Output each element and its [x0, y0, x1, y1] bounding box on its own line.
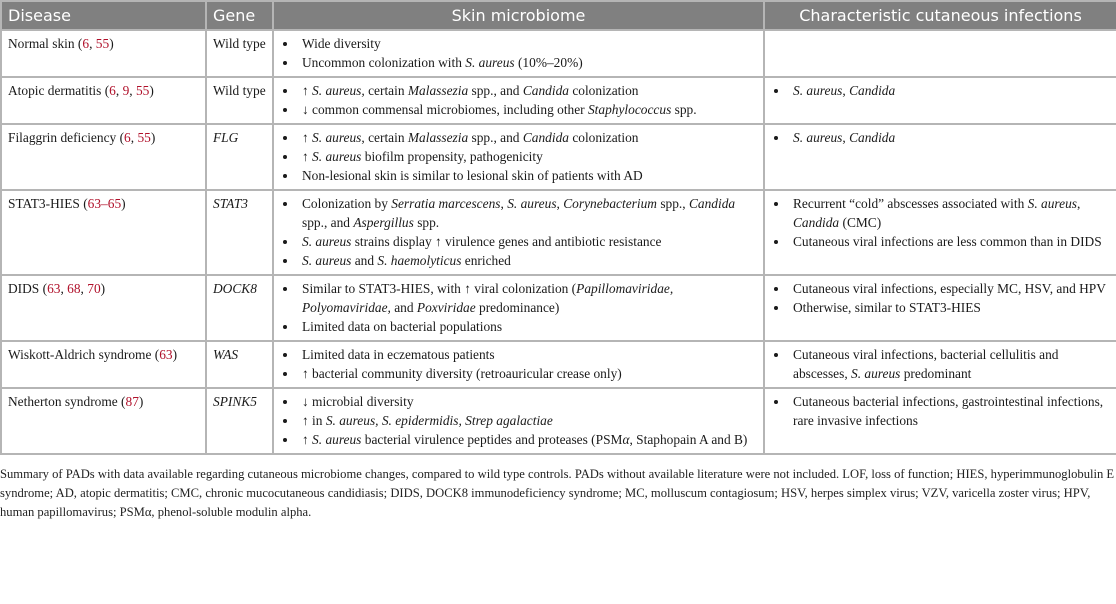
microbiome-list: [280, 34, 757, 72]
microbiome-item: • ↓ microbial diversity: [298, 392, 757, 411]
italic-text: Candida: [793, 215, 840, 230]
italic-text: Candida: [522, 83, 569, 98]
italic-text: Aspergillus: [353, 215, 414, 230]
microbiome-item: • Non-lesional skin is similar to lesional skin of patients with AD: [298, 166, 757, 185]
microbiome-item: • Uncommon colonization with S. aureus (10%–20%): [298, 53, 757, 72]
gene-cell: DOCK8: [206, 275, 273, 341]
reference-link[interactable]: 55: [137, 130, 151, 145]
microbiome-list: [280, 81, 757, 119]
infections-cell: [764, 388, 1116, 454]
infection-list: [771, 194, 1110, 251]
infection-item: • S. aureus, Candida: [789, 81, 1110, 100]
infections-cell: [764, 30, 1116, 77]
italic-text: Poxviridae: [416, 300, 476, 315]
italic-text: S. aureus: [312, 149, 362, 164]
infection-list: [771, 128, 1110, 147]
italic-text: S. aureus: [793, 83, 843, 98]
microbiome-item: • Wide diversity: [298, 34, 757, 53]
microbiome-item: • ↑ S. aureus biofilm propensity, pathogenicity: [298, 147, 757, 166]
infection-list: [771, 345, 1110, 383]
header-disease: Disease: [1, 1, 206, 30]
infections-cell: [764, 341, 1116, 388]
italic-text: Malassezia: [407, 83, 469, 98]
disease-name: Normal skin: [8, 36, 75, 51]
reference-link[interactable]: 70: [87, 281, 101, 296]
microbiome-item: • Limited data on bacterial populations: [298, 317, 757, 336]
gene-cell: SPINK5: [206, 388, 273, 454]
disease-cell: Normal skin (6, 55): [1, 30, 206, 77]
italic-text: Staphylococcus: [587, 102, 672, 117]
infection-item: • Recurrent “cold” abscesses associated with S. aureus, Candida (CMC): [789, 194, 1110, 232]
italic-text: Candida: [522, 130, 569, 145]
infections-cell: [764, 275, 1116, 341]
microbiome-list: [280, 392, 757, 449]
italic-text: S. aureus: [851, 366, 901, 381]
reference-link[interactable]: 68: [67, 281, 81, 296]
italic-text: S. aureus: [302, 234, 352, 249]
disease-cell: Filaggrin deficiency (6, 55): [1, 124, 206, 190]
italic-text: S. aureus: [1027, 196, 1077, 211]
italic-text: S. haemolyticus: [377, 253, 462, 268]
reference-link[interactable]: 6: [109, 83, 116, 98]
microbiome-cell: [273, 388, 764, 454]
gene-cell: WAS: [206, 341, 273, 388]
reference-link[interactable]: 55: [95, 36, 110, 51]
infection-item: • Cutaneous viral infections, bacterial cellulitis and abscesses, S. aureus predominant: [789, 345, 1110, 383]
italic-text: α: [622, 432, 630, 447]
italic-text: Papillomaviridae,: [576, 281, 674, 296]
disease-name: DIDS: [8, 281, 40, 296]
microbiome-item: • Limited data in eczematous patients: [298, 345, 757, 364]
microbiome-item: • ↑ S. aureus, certain Malassezia spp., and Candida colonization: [298, 81, 757, 100]
microbiome-item: • ↑ S. aureus, certain Malassezia spp., and Candida colonization: [298, 128, 757, 147]
table-row: [1, 388, 1116, 454]
header-skin-microbiome: Skin microbiome: [273, 1, 764, 30]
gene-cell: STAT3: [206, 190, 273, 275]
infections-cell: [764, 190, 1116, 275]
infection-list: [771, 392, 1110, 430]
table-row: [1, 190, 1116, 275]
microbiome-item: • ↑ in S. aureus, S. epidermidis, Strep agalactiae: [298, 411, 757, 430]
microbiome-item: • S. aureus strains display ↑ virulence genes and antibiotic resistance: [298, 232, 757, 251]
microbiome-item: • ↓ common commensal microbiomes, including other Staphylococcus spp.: [298, 100, 757, 119]
disease-name: STAT3-HIES: [8, 196, 80, 211]
disease-cell: DIDS (63, 68, 70): [1, 275, 206, 341]
microbiome-cell: [273, 30, 764, 77]
microbiome-list: [280, 194, 757, 270]
infection-item: • Otherwise, similar to STAT3-HIES: [789, 298, 1110, 317]
infections-cell: [764, 124, 1116, 190]
microbiome-item: • ↑ S. aureus bacterial virulence peptides and proteases (PSMα, Staphopain A and B): [298, 430, 757, 449]
microbiome-cell: [273, 341, 764, 388]
microbiome-list: [280, 345, 757, 383]
italic-text: S. aureus: [465, 55, 515, 70]
disease-cell: Atopic dermatitis (6, 9, 55): [1, 77, 206, 124]
table-row: [1, 275, 1116, 341]
disease-cell: Wiskott-Aldrich syndrome (63): [1, 341, 206, 388]
microbiome-item: • Similar to STAT3-HIES, with ↑ viral colonization (Papillomaviridae, Polyomaviridae, and Poxviridae predominance): [298, 279, 757, 317]
header-infections: Characteristic cutaneous infections: [764, 1, 1116, 30]
microbiome-list: [280, 279, 757, 336]
gene-cell: Wild type: [206, 77, 273, 124]
italic-text: S. aureus: [793, 130, 843, 145]
table-row: [1, 30, 1116, 77]
microbiome-cell: [273, 124, 764, 190]
italic-text: Polyomaviridae,: [302, 300, 391, 315]
reference-link[interactable]: 9: [122, 83, 130, 98]
microbiome-list: [280, 128, 757, 185]
microbiome-cell: [273, 275, 764, 341]
infection-item: • Cutaneous viral infections are less common than in DIDS: [789, 232, 1110, 251]
italic-text: Candida: [849, 130, 896, 145]
italic-text: Candida: [849, 83, 896, 98]
disease-cell: STAT3-HIES (63–65): [1, 190, 206, 275]
infections-cell: [764, 77, 1116, 124]
microbiome-cell: [273, 77, 764, 124]
reference-link[interactable]: 87: [125, 394, 139, 409]
disease-name: Atopic dermatitis: [8, 83, 102, 98]
microbiome-item: • ↑ bacterial community diversity (retroauricular crease only): [298, 364, 757, 383]
infection-item: • S. aureus, Candida: [789, 128, 1110, 147]
reference-link[interactable]: 63: [47, 281, 61, 296]
italic-text: S. aureus: [302, 253, 352, 268]
italic-text: Corynebacterium: [563, 196, 657, 211]
table-caption: Summary of PADs with data available regarding cutaneous microbiome changes, compared to wild type controls. PADs without available literature were not included. LOF, loss of function; HIES, hyperimmunoglobulin E syndrome; AD, atopic dermatitis; CMC, chronic mucocutaneous candidiasis; DIDS, DOCK8 immunodeficiency syndrome; MC, molluscum contagiosum; HSV, herpes simplex virus; VZV, varicella zoster virus; HPV, human papillomavirus; PSMα, phenol-soluble modulin alpha.: [0, 467, 1115, 519]
header-gene: Gene: [206, 1, 273, 30]
italic-text: S. aureus: [312, 432, 362, 447]
disease-name: Wiskott-Aldrich syndrome: [8, 347, 152, 362]
italic-text: Malassezia: [407, 130, 469, 145]
reference-link[interactable]: 63–65: [87, 196, 122, 211]
reference-link[interactable]: 63: [159, 347, 173, 362]
italic-text: Serratia marcescens: [391, 196, 501, 211]
infection-list: [771, 279, 1110, 317]
table-row: [1, 341, 1116, 388]
infection-list: [771, 81, 1110, 100]
infection-item: • Cutaneous bacterial infections, gastrointestinal infections, rare invasive infections: [789, 392, 1110, 430]
infection-item: • Cutaneous viral infections, especially MC, HSV, and HPV: [789, 279, 1110, 298]
microbiome-item: • S. aureus and S. haemolyticus enriched: [298, 251, 757, 270]
microbiome-cell: [273, 190, 764, 275]
reference-link[interactable]: 6: [124, 130, 131, 145]
italic-text: S. aureus, S. epidermidis, Strep agalactiae: [325, 413, 553, 428]
table-row: [1, 77, 1116, 124]
disease-cell: Netherton syndrome (87): [1, 388, 206, 454]
gene-cell: FLG: [206, 124, 273, 190]
italic-text: S. aureus: [312, 130, 362, 145]
header-row: [1, 1, 1116, 30]
microbiome-item: • Colonization by Serratia marcescens, S. aureus, Corynebacterium spp., Candida spp., and Aspergillus spp.: [298, 194, 757, 232]
reference-link[interactable]: 55: [135, 83, 150, 98]
gene-cell: Wild type: [206, 30, 273, 77]
italic-text: S. aureus: [507, 196, 557, 211]
reference-link[interactable]: 6: [82, 36, 90, 51]
disease-name: Filaggrin deficiency: [8, 130, 117, 145]
italic-text: S. aureus,: [312, 83, 365, 98]
italic-text: Candida: [688, 196, 736, 211]
disease-name: Netherton syndrome: [8, 394, 118, 409]
table-row: [1, 124, 1116, 190]
